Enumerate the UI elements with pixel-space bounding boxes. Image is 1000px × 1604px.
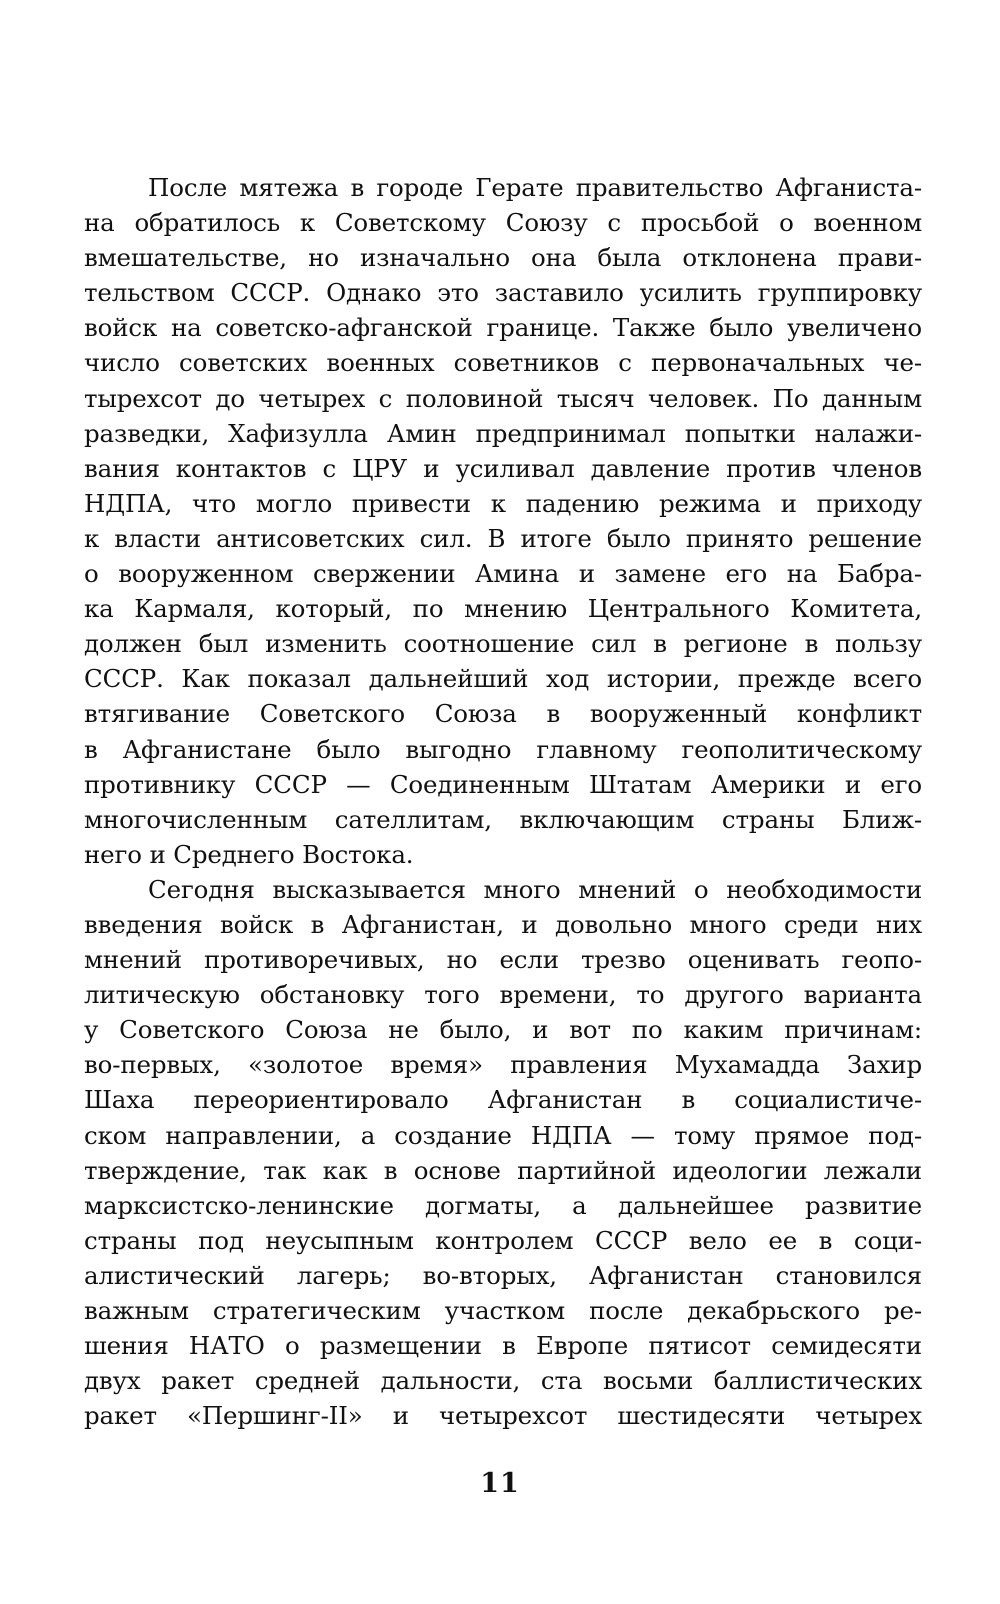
text-line: разведки, Хафизулла Амин предпринимал попытки налажи-: [84, 418, 922, 448]
text-line: страны под неусыпным контролем СССР вело ее в соци-: [84, 1225, 922, 1255]
text-line: него и Среднего Востока.: [84, 839, 414, 869]
text-line: к власти антисоветских сил. В итоге было принято решение: [84, 523, 922, 553]
text-line: противнику СССР — Соединенным Штатам Америки и его: [84, 769, 922, 799]
body-text: [84, 170, 922, 1433]
text-line: о вооруженном свержении Амина и замене его на Бабра-: [84, 559, 922, 589]
text-line: введения войск в Афганистан, и довольно много среди них: [84, 909, 922, 939]
text-line: у Советского Союза не было, и вот по каким причинам:: [84, 1015, 922, 1045]
paragraph-2: [84, 872, 922, 1434]
text-line: СССР. Как показал дальнейший ход истории, прежде всего: [84, 664, 922, 694]
text-line: втягивание Советского Союза в вооруженный конфликт: [84, 699, 922, 729]
text-line: двух ракет средней дальности, ста восьми баллистических: [84, 1366, 922, 1396]
text-line: Шаха переориентировало Афганистан в социалистиче-: [84, 1085, 922, 1115]
text-line: литическую обстановку того времени, то другого варианта: [84, 980, 922, 1010]
text-line: ском направлении, а создание НДПА — тому прямое под-: [84, 1120, 922, 1150]
text-line: алистический лагерь; во-вторых, Афганистан становился: [84, 1260, 922, 1290]
text-line: марксистско-ленинские догматы, а дальнейшее развитие: [84, 1190, 922, 1220]
text-line: Сегодня высказывается много мнений о необходимости: [148, 874, 922, 904]
text-line: мнений противоречивых, но если трезво оценивать геопо-: [84, 945, 922, 975]
text-line: во-первых, «золотое время» правления Мухамадда Захир: [84, 1050, 922, 1080]
text-line: должен был изменить соотношение сил в регионе в пользу: [84, 629, 922, 659]
text-line: После мятежа в городе Герате правительство Афганиста-: [148, 173, 922, 202]
text-line: шения НАТО о размещении в Европе пятисот семидесяти: [84, 1331, 922, 1361]
text-line: тверждение, так как в основе партийной идеологии лежали: [84, 1155, 922, 1185]
text-line: войск на советско-афганской границе. Также было увеличено: [84, 313, 922, 343]
paragraph-1: [84, 170, 922, 872]
text-line: тельством СССР. Однако это заставило усилить группировку: [84, 278, 922, 308]
text-line: ракет «Першинг-II» и четырехсот шестидесяти четырех: [84, 1401, 922, 1431]
text-line: число советских военных советников с первоначальных че-: [84, 348, 922, 378]
text-line: многочисленным сателлитам, включающим страны Ближ-: [84, 804, 922, 834]
text-line: вмешательстве, но изначально она была отклонена прави-: [84, 243, 922, 273]
text-line: вания контактов с ЦРУ и усиливал давление против членов: [84, 453, 922, 483]
page-number: 11: [480, 1468, 520, 1499]
text-line: тырехсот до четырех с половиной тысяч человек. По данным: [84, 383, 922, 413]
text-line: ка Кармаля, который, по мнению Центрального Комитета,: [84, 594, 922, 624]
text-line: важным стратегическим участком после декабрьского ре-: [84, 1296, 922, 1325]
text-line: в Афганистане было выгодно главному геополитическому: [84, 734, 922, 764]
text-line: НДПА, что могло привести к падению режима и приходу: [84, 488, 922, 518]
text-line: на обратилось к Советскому Союзу с просьбой о военном: [84, 208, 922, 238]
